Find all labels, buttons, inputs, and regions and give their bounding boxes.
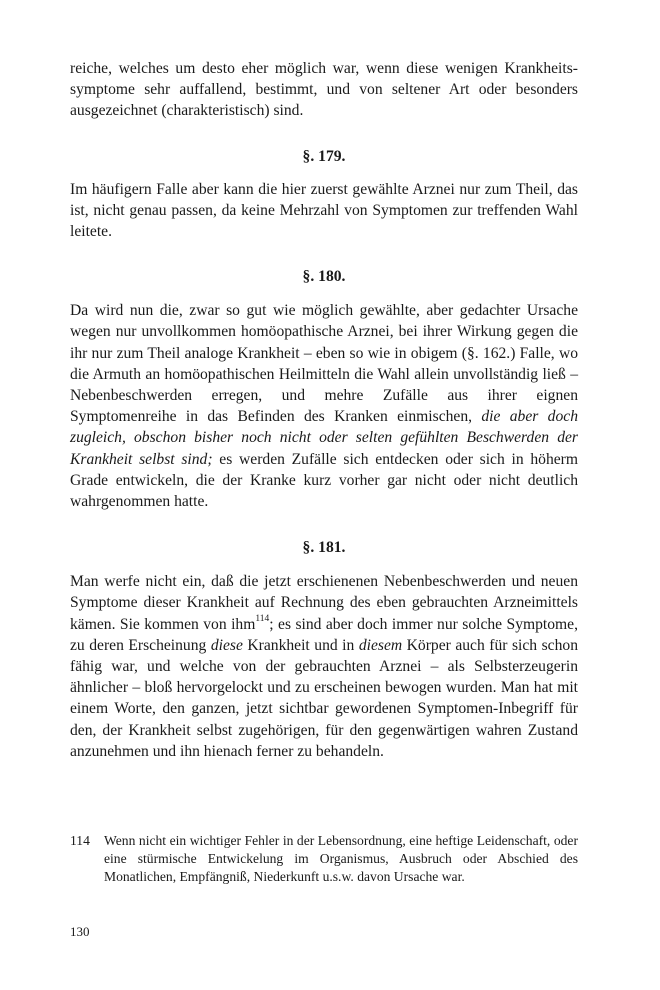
section-179-paragraph: Im häufigern Falle aber kann die hier zuerst gewählte Arznei nur zum Theil, das ist, nicht genau passen, da keine Mehrzahl von Symptomen zur treffenden Wahl leitete.	[70, 180, 578, 241]
footnote-reference[interactable]: 114	[255, 614, 270, 625]
footnote-text: Wenn nicht ein wichtiger Fehler in der Lebensordnung, eine heftige Leidenschaft, oder eine stürmische Entwickelung im Organismus, Ausbruch oder Abschied des Monatlichen, Empfängniß, Niederkunft u.s.w. davon Ursache war.	[104, 833, 578, 885]
section-180-italic-text: die aber doch zugleich, obschon bisher noch nicht oder selten gefühlten Beschwerden der Krankheit selbst sind;	[70, 408, 578, 468]
section-180-text-a: Da wird nun die, zwar so gut wie möglich gewählte, aber gedachter Ursache wegen nur unvollkommen homöopathische Arznei, bei ihrer Wirkung gegen die ihr nur zum Theil analoge Krankheit – eben so wie in obigem (§. 162.) Falle, wo die Armuth an homöopathischen Heilmitteln die Wahl allein unvollständig ließ – Nebenbeschwerden erregen, und mehre Zufälle aus ihrer eignen Symptomenreihe in das Befinden des Kranken einmischen,	[70, 302, 578, 426]
section-180-text-b: es werden Zufälle sich entdecken oder sich in höherm Grade entwickeln, die der Kranke kurz vorher gar nicht oder nicht deutlich wahrgenommen hatte.	[70, 450, 579, 511]
section-heading-180: §. 180.	[302, 268, 346, 286]
footnote	[70, 832, 578, 887]
section-181-italic-diesem: diesem	[358, 636, 403, 654]
page-body	[70, 58, 578, 762]
section-181-paragraph	[70, 571, 578, 762]
page-number: 130	[70, 924, 90, 939]
section-181-text-c: Krankheit und in	[242, 636, 359, 654]
section-heading-179: §. 179.	[302, 147, 346, 165]
continuation-paragraph: reiche, welches um desto eher möglich war, wenn diese wenigen Krankheits-symptome sehr auffallend, bestimmt, und von seltener Art oder besonders ausgezeichnet (charakteristisch) sind.	[70, 60, 578, 120]
section-181-text-b: ; es sind aber doch immer nur solche Symptome, zu deren Erscheinung	[70, 615, 578, 654]
section-181-italic-diese: diese	[210, 636, 243, 654]
section-181-text-d: Körper auch für sich schon fähig war, und welche von der gebrauchten Arznei – als Selbsterzeugerin ähnlicher – bloß hervorgelockt und zu erscheinen bewogen wurden. Man hat mit einem Worte, den ganzen, jetzt sichtbar gewordenen Symptomen-Inbegriff für den, der Krankheit selbst zugehörigen, für den gegenwärtigen wahren Zustand anzunehmen und ihn hienach ferner zu behandeln.	[70, 636, 578, 760]
section-180-paragraph	[70, 300, 578, 512]
section-heading-181: §. 181.	[302, 539, 346, 557]
section-181-text-a: Man werfe nicht ein, daß die jetzt erschienenen Nebenbeschwerden und neuen Symptome dieser Krankheit auf Rechnung des eben gebrauchten Arzneimittels kämen. Sie kommen von ihm	[70, 573, 578, 633]
footnote-number: 114	[70, 833, 90, 848]
